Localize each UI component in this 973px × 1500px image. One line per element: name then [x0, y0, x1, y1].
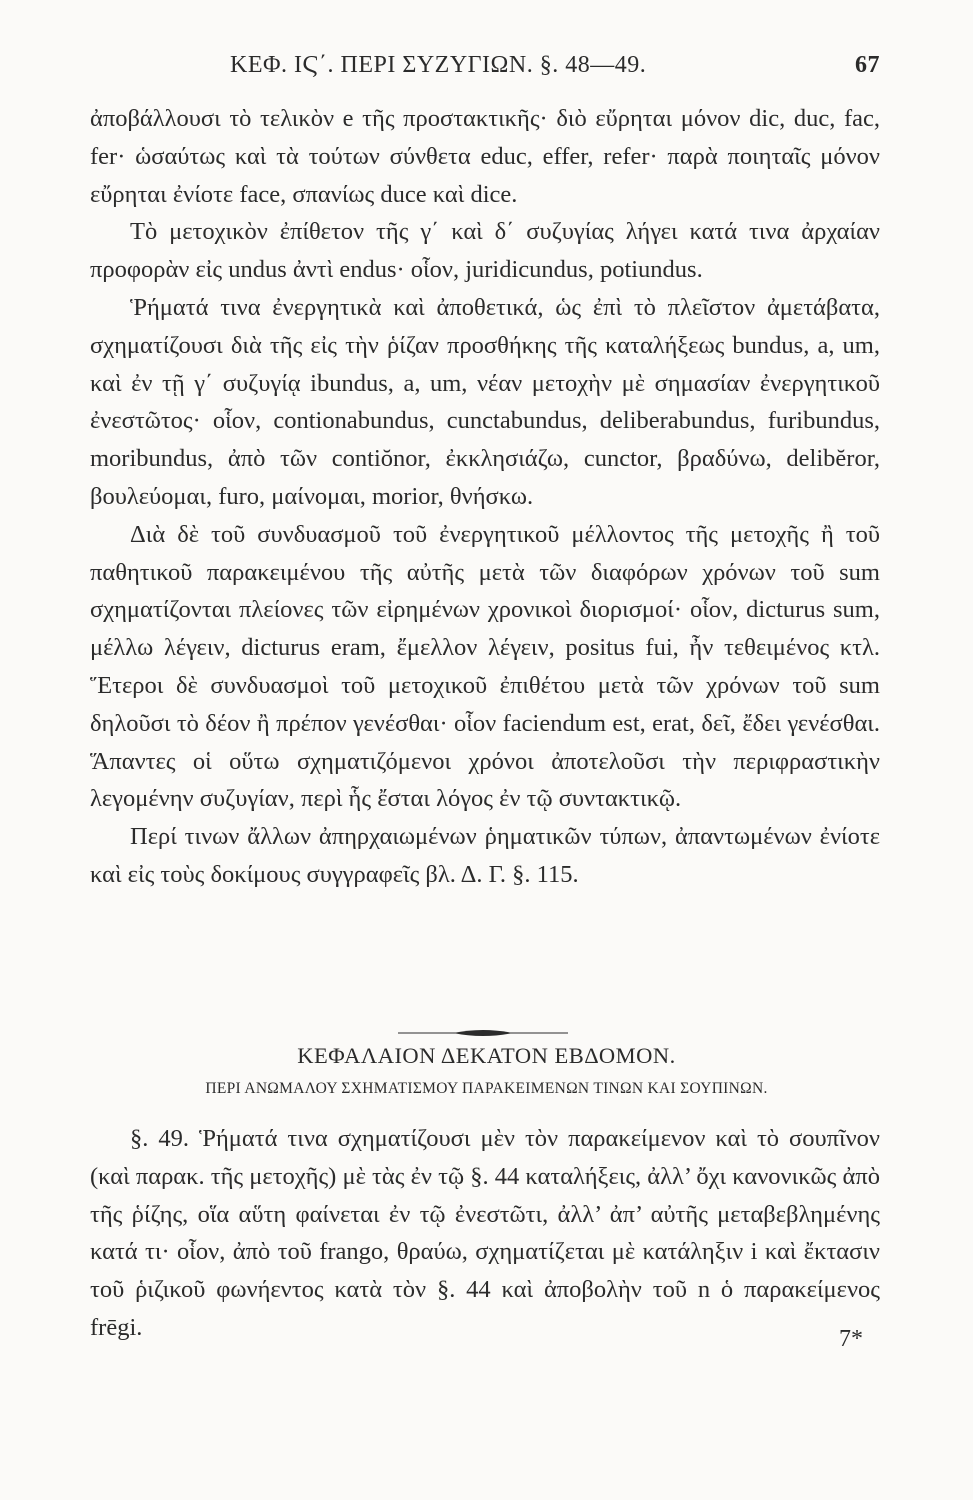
chapter-title: ΚΕΦΑΛΑΙΟΝ ΔΕΚΑΤΟΝ ΕΒΔΟΜΟΝ.: [297, 1043, 676, 1068]
running-header: [90, 52, 880, 92]
paragraph-4: Διὰ δὲ τοῦ συνδυασμοῦ τοῦ ἐνεργητικοῦ μέλλοντος τῆς μετοχῆς ἢ τοῦ παθητικοῦ παρακειμένου τῆς αὐτῆς μετὰ τῶν διαφόρων χρόνων τοῦ sum σχηματίζονται πλείονες τῶν εἰρημένων χρονικοὶ διορισμοί· οἷον, dicturus sum, μέλλω λέγειν, dicturus eram, ἔμελλον λέγειν, positus fui, ἦν τεθειμένος κτλ. Ἕτεροι δὲ συνδυασμοὶ τοῦ μετοχικοῦ ἐπιθέτου μετὰ τῶν χρόνων τοῦ sum δηλοῦσι τὸ δέον ἢ πρέπον γενέσθαι· οἷον faciendum est, erat, δεῖ, ἔδει γενέσθαι. Ἅπαντες οἱ οὕτω σχηματιζόμενοι χρόνοι ἀποτελοῦσι τὴν περιφραστικὴν λεγομένην συζυγίαν, περὶ ἧς ἔσται λόγος ἐν τῷ συντακτικῷ.: [90, 520, 880, 813]
section-paragraph: §. 49. Ῥήματά τινα σχηματίζουσι μὲν τὸν παρακείμενον καὶ τὸ σουπῖνον (καὶ παρακ. τῆς μετοχῆς) μὲ τὰς ἐν τῷ §. 44 καταλήξεις, ἀλλ’ ὄχι κανονικῶς ἀπὸ τῆς ῥίζης, οἵα αὕτη φαίνεται ἐν τῷ ἐνεστῶτι, ἀλλ’ ἀπ’ αὐτῆς μεταβεβλημένης κατά τι· οἷον, ἀπὸ τοῦ frango, θραύω, σχηματίζεται μὲ κατάληξιν i καὶ ἔκτασιν τοῦ ῥιζικοῦ φωνήεντος κατὰ τὸν §. 44 καὶ ἀποβολὴν τοῦ n ὁ παρακείμενος frēgi.: [90, 1125, 880, 1341]
paragraph-1: ἀποβάλλουσι τὸ τελικὸν e τῆς προστακτικῆς· διὸ εὔρηται μόνον dic, duc, fac, fer· ὡσαύτως καὶ τὰ τούτων σύνθετα educ, effer, refer· παρὰ ποιηταῖς μόνον εὔρηται ἐνίοτε face, σπανίως duce καὶ dice.: [90, 105, 880, 208]
header-title: ΚΕΦ. ΙϚ΄. ΠΕΡΙ ΣΥΖΥΓΙΩΝ. §. 48—49.: [230, 52, 647, 78]
chapter-subtitle: ΠΕΡΙ ΑΝΩΜΑΛΟΥ ΣΧΗΜΑΤΙΣΜΟΥ ΠΑΡΑΚΕΙΜΕΝΩΝ ΤΙΝΩΝ ΚΑΙ ΣΟΥΠΙΝΩΝ.: [205, 1080, 768, 1097]
paragraph-2: Τὸ μετοχικὸν ἐπίθετον τῆς γ΄ καὶ δ΄ συζυγίας λήγει κατά τινα ἀρχαίαν προφορὰν εἰς undus ἀντὶ endus· οἷον, juridicundus, potiundus.: [90, 218, 880, 284]
signature-mark: 7*: [839, 1326, 863, 1352]
ornament-divider: [398, 1028, 568, 1038]
paragraph-5: Περί τινων ἄλλων ἀπηρχαιωμένων ῥηματικῶν τύπων, ἀπαντωμένων ἐνίοτε καὶ εἰς τοὺς δοκίμους συγγραφεῖς βλ. Δ. Γ. §. 115.: [90, 823, 880, 888]
body-text: [90, 100, 880, 894]
page-number: 67: [855, 52, 880, 78]
paragraph-3: Ῥήματά τινα ἐνεργητικὰ καὶ ἀποθετικά, ὡς ἐπὶ τὸ πλεῖστον ἀμετάβατα, σχηματίζουσι διὰ τῆς εἰς τὴν ῥίζαν προσθήκης τῆς καταλήξεως bundus, a, um, καὶ ἐν τῇ γ΄ συζυγίᾳ ibundus, a, um, νέαν μετοχὴν μὲ σημασίαν ἐνεργητικοῦ ἐνεστῶτος· οἷον, contionabundus, cunctabundus, deliberabundus, furibundus, moribundus, ἀπὸ τῶν contiŏnor, ἐκκλησιάζω, cunctor, βραδύνω, delibĕror, βουλεύομαι, furo, μαίνομαι, morior, θνήσκω.: [90, 293, 880, 510]
section-49: [90, 1120, 880, 1347]
